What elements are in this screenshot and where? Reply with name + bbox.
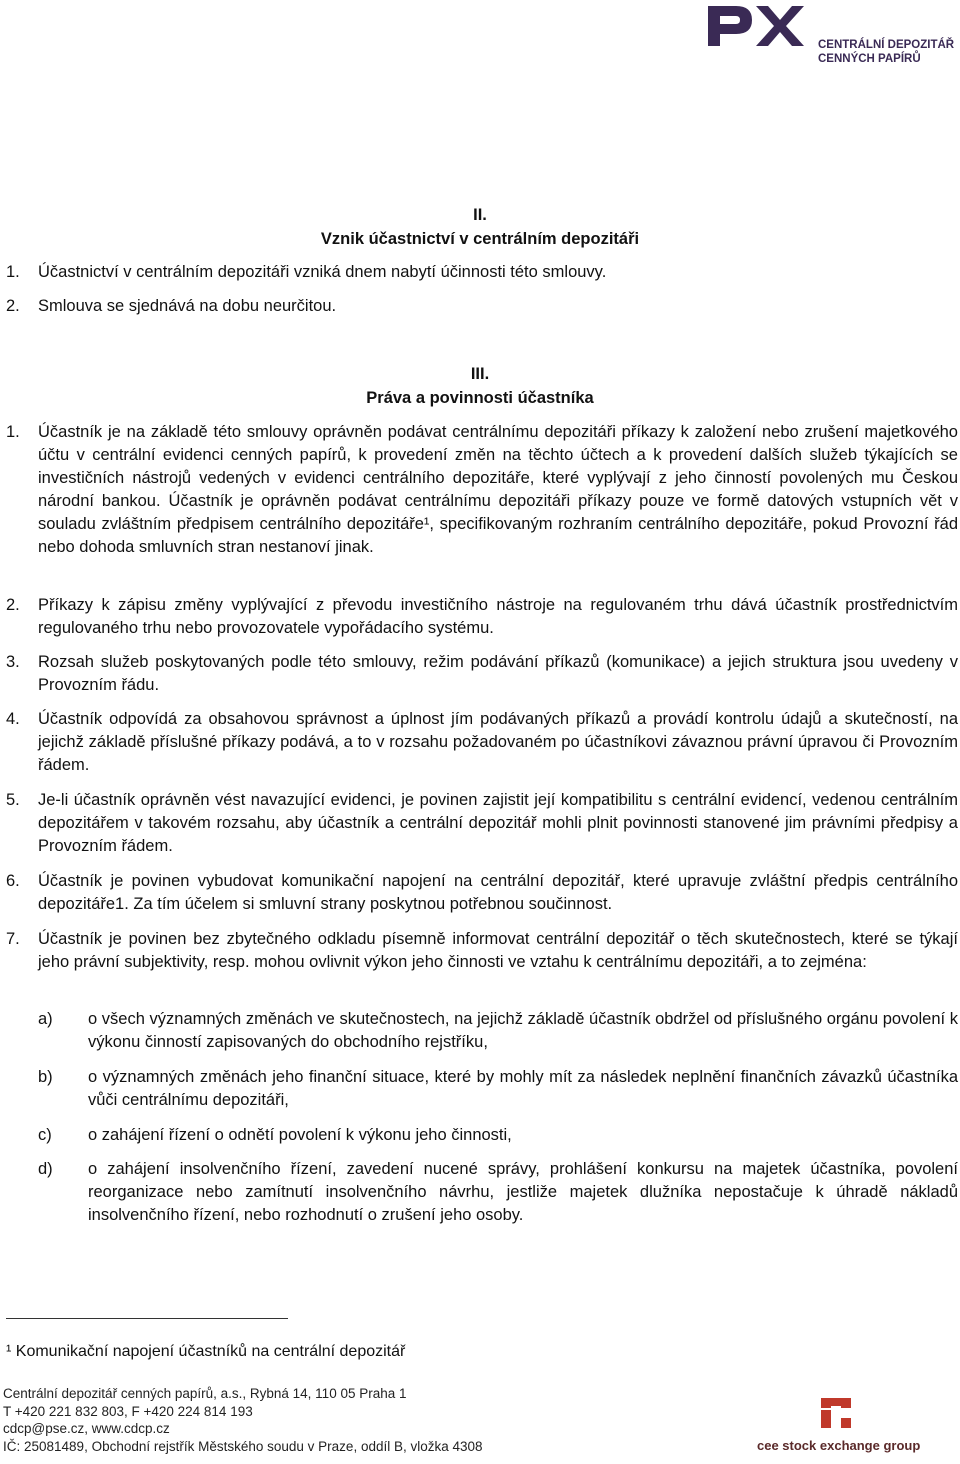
subitem-letter: d) bbox=[38, 1160, 53, 1178]
px-logo-icon bbox=[706, 4, 806, 46]
section2-item-2 bbox=[6, 294, 337, 318]
logo-line1: CENTRÁLNÍ DEPOZITÁŘ bbox=[818, 39, 955, 51]
section3-item-4 bbox=[6, 708, 958, 777]
subitem-text: o zahájení insolvenčního řízení, zavedení nucené správy, prohlášení konkursu na majetek účastníka, povolení reorganizace nebo zamítnutí insolvenčního návrhu, jestliže majetek dlužníka nepostačuje k úhradě nákladů insolvenčního řízení, nebo rozhodnutí o zrušení jeho osoby. bbox=[88, 1160, 958, 1224]
footer-line1: Centrální depozitář cenných papírů, a.s., Rybná 14, 110 05 Praha 1 bbox=[3, 1386, 407, 1401]
item-number: 1. bbox=[6, 263, 20, 281]
item-number: 5. bbox=[6, 791, 20, 809]
footnote: ¹ Komunikační napojení účastníků na centrální depozitář bbox=[6, 1343, 406, 1360]
footnote-divider bbox=[6, 1318, 288, 1319]
item-text: Smlouva se sjednává na dobu neurčitou. bbox=[38, 297, 337, 315]
subitem-text: o všech významných změnách ve skutečnostech, na jejichž základě účastník obdržel od příslušného orgánu povolení k výkonu činností zapisovaných do obchodního rejstříku, bbox=[88, 1010, 958, 1051]
subitem-letter: c) bbox=[38, 1126, 52, 1144]
section2-numeral: II. bbox=[473, 206, 487, 224]
cee-bracket-icon bbox=[819, 1396, 853, 1430]
item-number: 2. bbox=[6, 596, 20, 614]
item-number: 3. bbox=[6, 653, 20, 671]
subitem-text: o zahájení řízení o odnětí povolení k výkonu jeho činnosti, bbox=[88, 1126, 512, 1144]
subitem-d bbox=[38, 1158, 958, 1227]
item-number: 6. bbox=[6, 872, 20, 890]
section3-item-3 bbox=[6, 651, 958, 697]
section3-item-6 bbox=[6, 870, 958, 916]
section2-title: Vznik účastnictví v centrálním depozitáři bbox=[320, 230, 640, 248]
item-number: 4. bbox=[6, 710, 20, 728]
item-text: Účastník je povinen vybudovat komunikační napojení na centrální depozitář, které upravuje zvláštní předpis centrálního depozitáře1. Za tím účelem si smluvní strany poskytnou potřebnou součinnost. bbox=[38, 872, 958, 913]
subitem-c bbox=[38, 1124, 958, 1147]
item-number: 1. bbox=[6, 423, 20, 441]
section3-numeral: III. bbox=[470, 365, 490, 383]
subitem-letter: a) bbox=[38, 1010, 53, 1028]
logo-text bbox=[818, 38, 960, 66]
footer-line3: cdcp@pse.cz, www.cdcp.cz bbox=[3, 1421, 170, 1436]
section3-item-1 bbox=[6, 421, 958, 559]
subitem-b bbox=[38, 1066, 958, 1112]
item-text: Příkazy k zápisu změny vyplývající z převodu investičního nástroje na regulovaném trhu dává účastník prostřednictvím regulovaného trhu nebo provozovatele vypořádacího systému. bbox=[38, 596, 958, 637]
cee-text: cee stock exchange group bbox=[757, 1438, 921, 1453]
item-text: Účastnictví v centrálním depozitáři vzniká dnem nabytí účinnosti této smlouvy. bbox=[38, 263, 607, 281]
section3-item-5 bbox=[6, 789, 958, 858]
section3-item-7 bbox=[6, 928, 958, 974]
footer-line4: IČ: 25081489, Obchodní rejstřík Městského soudu v Praze, oddíl B, vložka 4308 bbox=[3, 1438, 483, 1454]
item-text: Účastník je povinen bez zbytečného odkladu písemně informovat centrální depozitář o těch skutečnostech, které se týkají jeho právní subjektivity, resp. mohou ovlivnit výkon jeho činnosti ve vztahu k centrálnímu depozitáři, a to zejména: bbox=[38, 930, 958, 971]
footer-address bbox=[3, 1385, 483, 1455]
footer-line2: T +420 221 832 803, F +420 224 814 193 bbox=[3, 1403, 253, 1419]
item-text: Účastník odpovídá za obsahovou správnost a úplnost jím podávaných příkazů a provádí kontrolu údajů a skutečností, na jejichž základě příslušné příkazy podává, a to v rozsahu požadovaném po účastníkovi závaznou právní úpravou či Provozním řádem. bbox=[38, 710, 958, 774]
logo-line2: CENNÝCH PAPÍRŮ bbox=[818, 53, 921, 65]
item-number: 7. bbox=[6, 930, 20, 948]
section3-title: Práva a povinnosti účastníka bbox=[366, 389, 594, 407]
item-text: Rozsah služeb poskytovaných podle této smlouvy, režim podávání příkazů (komunikace) a jejich struktura jsou uvedeny v Provozním řádu. bbox=[38, 653, 958, 694]
item-text: Je-li účastník oprávněn vést navazující evidenci, je povinen zajistit její kompatibilitu s centrální evidencí, vedenou centrálním depozitářem v takovém rozsahu, aby účastník a centrální depozitář mohli plnit povinnosti stanovené jim právními předpisy a Provozním řádem. bbox=[38, 791, 958, 855]
section2-item-1 bbox=[6, 260, 607, 284]
item-text: Účastník je na základě této smlouvy oprávněn podávat centrálnímu depozitáři příkazy k založení nebo zrušení majetkového účtu v centrální evidenci cenných papírů, k provedení změn na těchto účtech a k provedení dalších služeb týkajících se investičních nástrojů vedených v evidenci centrálního depozitáře, které vyplývají z jeho činností povolených mu Českou národní bankou. Účastník je oprávněn podávat centrálnímu depozitáři příkazy pouze ve formě datových vstupních vět v souladu zvláštním předpisem centrálního depozitáře¹, specifikovaným rozhraním centrálního depozitáře, pokud Provozní řád nebo dohoda smluvních stran nestanoví jinak. bbox=[38, 423, 958, 556]
subitem-letter: b) bbox=[38, 1068, 53, 1086]
subitem-a bbox=[38, 1008, 958, 1054]
subitem-text: o významných změnách jeho finanční situace, které by mohly mít za následek neplnění finančních závazků účastníka vůči centrálnímu depozitáři, bbox=[88, 1068, 958, 1109]
section3-item-2 bbox=[6, 594, 958, 640]
item-number: 2. bbox=[6, 297, 20, 315]
